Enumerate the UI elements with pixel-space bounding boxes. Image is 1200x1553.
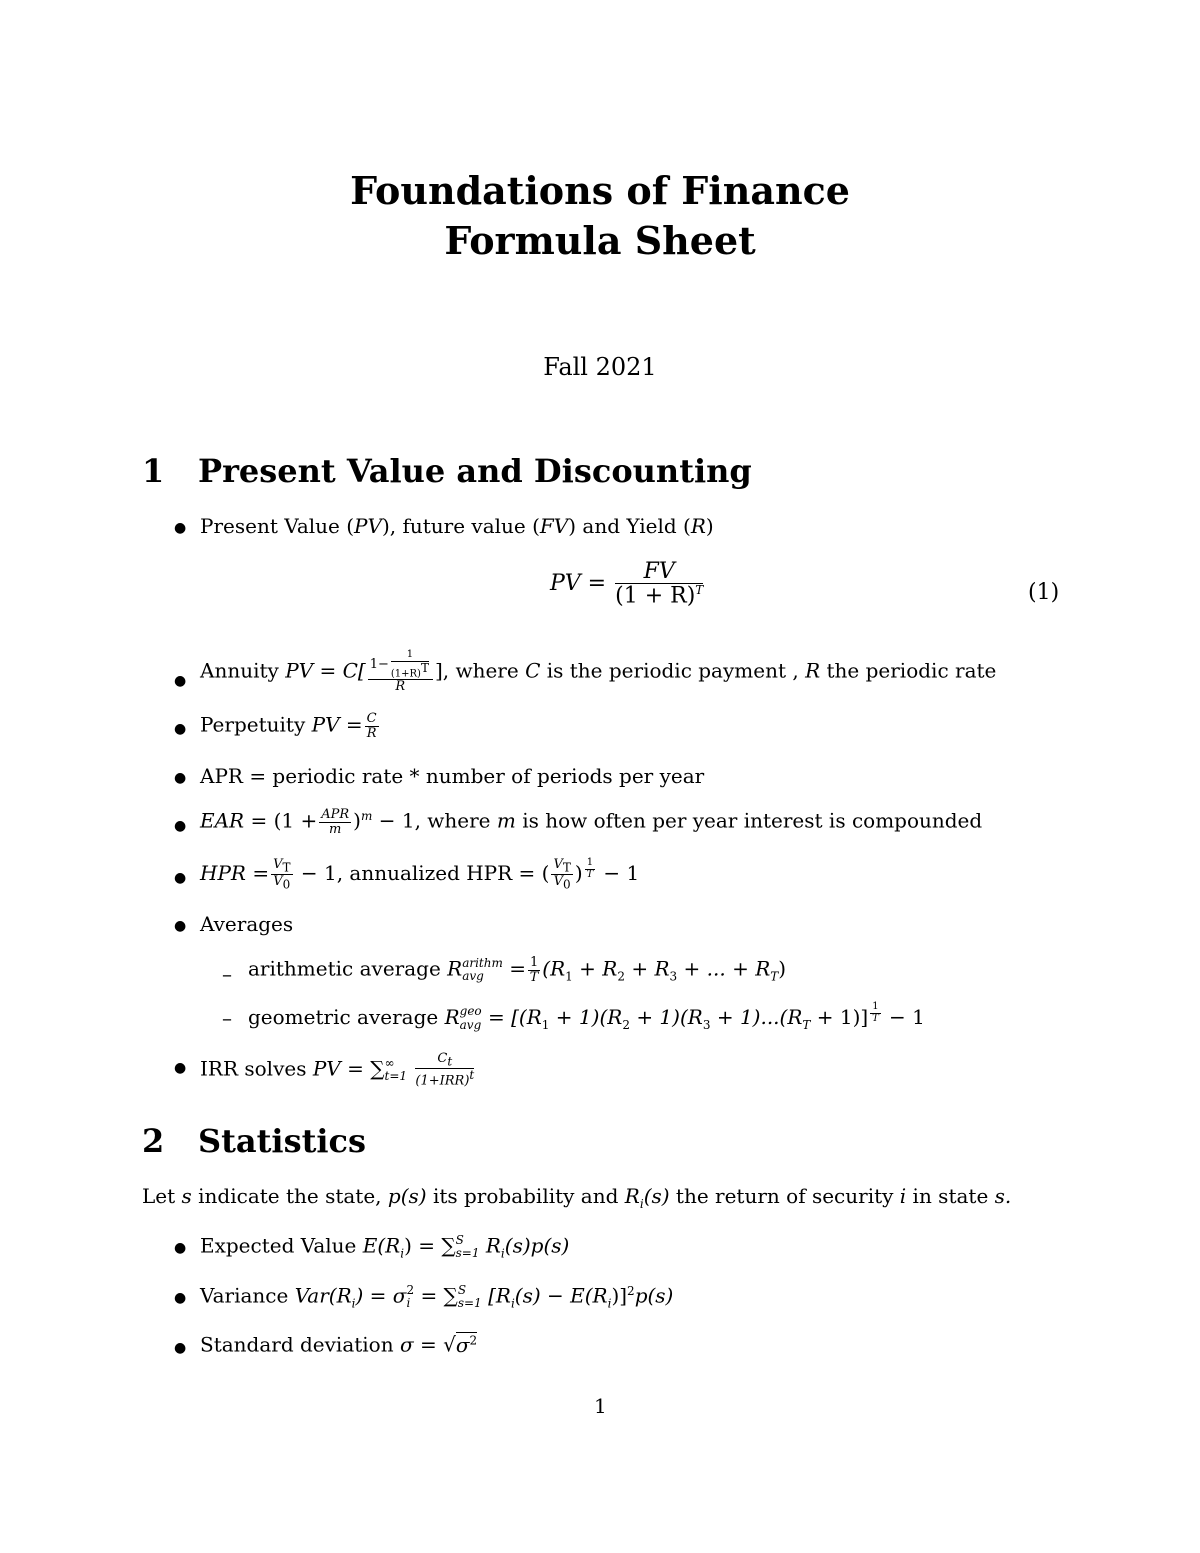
bullet-icon: ● bbox=[174, 721, 187, 737]
apr-line: APR = periodic rate * number of periods per year bbox=[200, 764, 705, 788]
std-dev-line: Standard deviation $\sigma = √\sigma^2$ bbox=[200, 1332, 478, 1357]
bullet-icon: ● bbox=[174, 870, 187, 886]
bullet-icon: ● bbox=[174, 1060, 187, 1076]
statistics-intro: Let s indicate the state, p(s) its probability and $R_i(s)$ the return of security i in state s. bbox=[142, 1184, 1012, 1211]
equation-number: (1) bbox=[1028, 580, 1060, 605]
expected-value-line: Expected Value $E(R_i)$ = ∑ S s=1 $R_i(s)p(s)$ bbox=[200, 1233, 570, 1261]
irr-line: IRR solves PV = ∑ ∞ t=1 $\frac{C_t}{(1+IRR)^t}$ bbox=[200, 1051, 475, 1089]
pv-intro-line: Present Value (PV), future value (FV) and Yield (R) bbox=[200, 514, 714, 538]
document-date: Fall 2021 bbox=[543, 353, 657, 381]
annuity-fraction: 1− $\frac{1}{(1+R)^T}$ R bbox=[368, 650, 433, 694]
dash-bullet: – bbox=[222, 1006, 232, 1030]
bullet-icon: ● bbox=[174, 520, 187, 536]
section-2-title: Statistics bbox=[198, 1122, 367, 1160]
bullet-icon: ● bbox=[174, 818, 187, 834]
perpetuity-line: Perpetuity PV = $\frac{C}{R}$ bbox=[200, 711, 377, 741]
bullet-icon: ● bbox=[174, 673, 187, 689]
averages-label: Averages bbox=[200, 912, 294, 936]
pv-fraction: $\frac{FV}{(1 + R)^T}$ bbox=[615, 559, 704, 609]
section-2-number: 2 bbox=[142, 1122, 165, 1160]
title-line-2: Formula Sheet bbox=[444, 218, 756, 263]
section-1-number: 1 bbox=[142, 452, 165, 490]
dash-bullet: – bbox=[222, 962, 232, 986]
page-number: 1 bbox=[594, 1394, 607, 1418]
hpr-line: HPR = $\frac{V_T}{V_0}$ − 1, annualized HPR = ( $\frac{V_T}{V_0}$ ) $^{\frac{1}{T}}$ − 1 bbox=[200, 857, 640, 892]
bullet-icon: ● bbox=[174, 770, 187, 786]
section-1-title: Present Value and Discounting bbox=[198, 452, 752, 490]
bullet-icon: ● bbox=[174, 1240, 187, 1256]
geometric-average-line: geometric average R geo avg = $[(R_1 + 1)(R_2 + 1)(R_3 + 1)...(R_T + 1)]$ $^{\frac{1}{T}}$ − 1 bbox=[248, 1001, 925, 1033]
square-root-icon: √ bbox=[443, 1332, 456, 1357]
ear-line: EAR = (1 + $\frac{\text{APR}}{m}$ )$^m$ − 1, where m is how often per year interest is compounded bbox=[200, 807, 983, 837]
bullet-icon: ● bbox=[174, 1290, 187, 1306]
title-line-1: Foundations of Finance bbox=[350, 168, 850, 213]
annuity-line: Annuity PV = C[ 1− $\frac{1}{(1+R)^T}$ R ], where C is the periodic payment , R the periodic rate bbox=[200, 649, 997, 695]
bullet-icon: ● bbox=[174, 918, 187, 934]
arithmetic-average-line: arithmetic average R arithm avg = $\frac{1}{T}$ ($R_1 + R_2 + R_3$ + ... + $R_T$) bbox=[248, 955, 787, 985]
bullet-icon: ● bbox=[174, 1340, 187, 1356]
variance-line: Variance $Var(R_i) = \sigma$ 2 i = ∑ S s=1 $[R_i(s) - E(R_i)]^2p(s)$ bbox=[200, 1283, 674, 1311]
equation-1: PV = $\frac{FV}{(1 + R)^T}$ bbox=[550, 559, 704, 609]
